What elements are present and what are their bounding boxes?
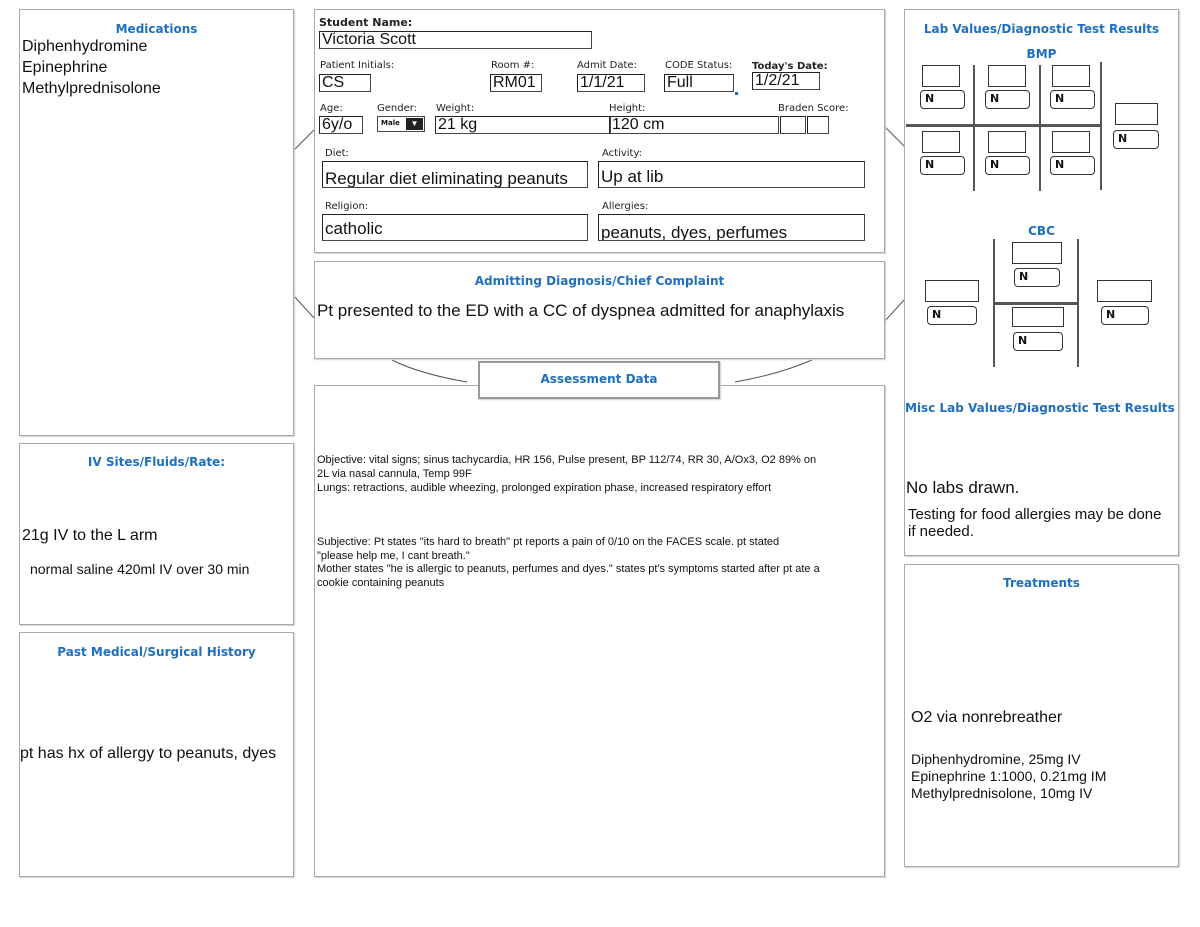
bmp-normal-flag[interactable]: N [920,90,965,109]
age-field[interactable]: 6y/o [319,116,363,134]
patient-initials-field[interactable]: CS [319,74,371,92]
misc-labs-line-1: No labs drawn. [906,478,1020,497]
cbc-normal-flag[interactable]: N [1101,306,1149,325]
subjective-line-4: cookie containing peanuts [317,577,445,589]
bmp-normal-flag[interactable]: N [1050,90,1095,109]
misc-labs-line-3: if needed. [908,523,974,540]
todays-date-label: Today's Date: [752,61,828,72]
gender-label: Gender: [377,103,418,114]
allergies-field[interactable]: peanuts, dyes, perfumes [598,214,865,241]
bmp-value-box[interactable] [1115,103,1158,125]
bmp-value-box[interactable] [1052,131,1090,153]
cbc-value-box[interactable] [925,280,979,302]
diagnosis-title: Admitting Diagnosis/Chief Complaint [474,274,725,288]
treatment-med-2: Epinephrine 1:1000, 0.21mg IM [911,768,1107,784]
height-field[interactable]: 120 cm [609,116,779,134]
cbc-normal-flag[interactable]: N [927,306,977,325]
bmp-value-box[interactable] [922,65,960,87]
admit-date-label: Admit Date: [577,60,637,71]
cbc-normal-flag[interactable]: N [1013,332,1063,351]
treatment-o2: O2 via nonrebreather [911,709,1063,726]
treatments-panel [904,564,1179,867]
weight-field[interactable]: 21 kg [435,116,611,134]
diet-label: Diet: [325,148,349,159]
bmp-value-box[interactable] [988,65,1026,87]
room-label: Room #: [491,60,535,71]
braden-score-field-2[interactable] [807,116,829,134]
bmp-normal-flag[interactable]: N [920,156,965,175]
medication-item: Methylprednisolone [22,80,161,97]
height-label: Height: [609,103,646,114]
assessment-title-box [478,361,720,399]
gender-value: Male [381,119,400,127]
braden-score-field-1[interactable] [780,116,806,134]
cbc-value-box[interactable] [1097,280,1152,302]
diagnosis-panel [314,261,885,359]
bmp-normal-flag[interactable]: N [1113,130,1159,149]
bmp-divider-1 [973,65,975,191]
medication-item: Diphenhydromine [22,38,148,55]
history-text: pt has hx of allergy to peanuts, dyes [20,745,277,762]
treatment-med-1: Diphenhydromine, 25mg IV [911,751,1081,767]
misc-labs-title: Misc Lab Values/Diagnostic Test Results [905,401,1175,415]
admit-date-field[interactable]: 1/1/21 [577,74,645,92]
weight-label: Weight: [436,103,475,114]
lab-values-panel [904,9,1179,556]
history-title: Past Medical/Surgical History [57,645,256,659]
cbc-horizontal-line [993,302,1079,305]
bmp-value-box[interactable] [1052,65,1090,87]
bmp-normal-flag[interactable]: N [985,90,1030,109]
patient-info-panel [314,9,885,253]
lab-values-title: Lab Values/Diagnostic Test Results [923,22,1160,36]
objective-line-3: Lungs: retractions, audible wheezing, prolonged expiration phase, increased respiratory effort [317,482,772,494]
patient-initials-label: Patient Initials: [320,60,395,71]
iv-fluid: normal saline 420ml IV over 30 min [30,561,250,577]
bmp-horizontal-line [906,124,1102,127]
iv-site: 21g IV to the L arm [22,527,158,544]
objective-line-2: 2L via nasal cannula, Temp 99F [317,468,472,480]
student-name-label: Student Name: [319,16,413,29]
bmp-divider-2 [1039,65,1041,191]
subjective-line-3: Mother states "he is allergic to peanuts, perfumes and dyes." states pt's symptoms started after pt ate a [317,563,820,575]
religion-label: Religion: [325,201,369,212]
cbc-value-box[interactable] [1012,242,1062,264]
code-status-field[interactable]: Full [664,74,734,92]
code-status-dot [735,92,738,95]
activity-label: Activity: [602,148,643,159]
diet-field[interactable]: Regular diet eliminating peanuts [322,161,588,188]
bmp-value-box[interactable] [922,131,960,153]
gender-select[interactable] [377,116,425,132]
iv-panel [19,443,294,625]
diagnosis-text: Pt presented to the ED with a CC of dyspnea admitted for anaphylaxis [317,301,845,320]
subjective-line-2: "please help me, I cant breath." [317,550,470,562]
treatments-title: Treatments [1003,576,1080,590]
religion-field[interactable]: catholic [322,214,588,241]
assessment-title: Assessment Data [540,372,658,386]
age-label: Age: [320,103,343,114]
bmp-divider-3 [1100,62,1102,190]
assessment-panel [314,385,885,877]
subjective-line-1: Subjective: Pt states "its hard to breath" pt reports a pain of 0/10 on the FACES scale. pt stated [317,536,780,548]
bmp-normal-flag[interactable]: N [985,156,1030,175]
medications-panel [19,9,294,436]
code-status-label: CODE Status: [665,60,733,71]
activity-field[interactable]: Up at lib [598,161,865,188]
history-panel [19,632,294,877]
bmp-value-box[interactable] [988,131,1026,153]
student-name-field[interactable]: Victoria Scott [319,31,592,49]
chevron-down-icon: ▼ [406,118,423,130]
medication-item: Epinephrine [22,59,108,76]
cbc-normal-flag[interactable]: N [1014,268,1060,287]
cbc-title: CBC [1028,224,1055,238]
objective-line-1: Objective: vital signs; sinus tachycardia, HR 156, Pulse present, BP 112/74, RR 30, A/Ox3, O2 89% on [317,454,817,466]
todays-date-field[interactable]: 1/2/21 [752,72,820,90]
treatment-med-3: Methylprednisolone, 10mg IV [911,785,1093,801]
bmp-title: BMP [1026,47,1057,61]
braden-score-label: Braden Score: [778,103,849,114]
cbc-value-box[interactable] [1012,307,1064,327]
room-field[interactable]: RM01 [490,74,542,92]
iv-title: IV Sites/Fluids/Rate: [87,455,226,469]
misc-labs-line-2: Testing for food allergies may be done [908,506,1162,523]
bmp-normal-flag[interactable]: N [1050,156,1095,175]
allergies-label: Allergies: [602,201,649,212]
medications-title: Medications [115,22,198,36]
